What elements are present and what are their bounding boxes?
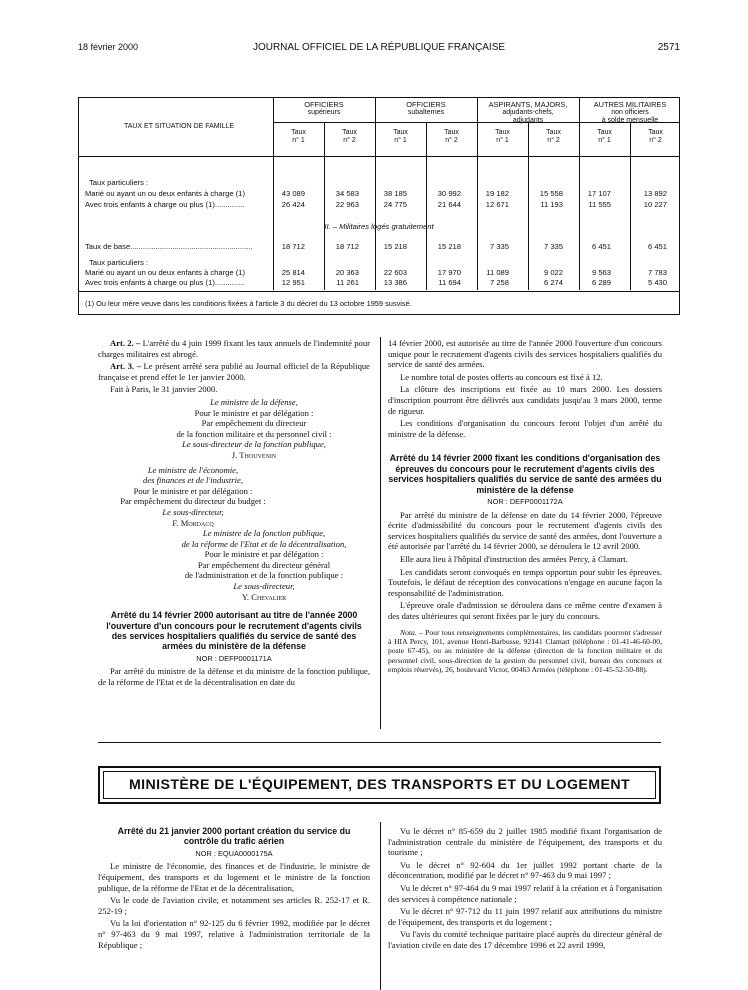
- taux-header: Taux n° 1: [291, 129, 306, 144]
- header-date: 18 février 2000: [78, 42, 139, 52]
- signature-block-fonction-publique: Le ministre de la fonction publique, de la réforme de l'Etat et de la décentralisation, Pour le ministre et par délégation : Par empêchement du directeur général de l'administration et de la fonction publique : Le sous-directeur, Y. Chevalier: [181, 528, 347, 602]
- table-cell: 22 963: [335, 200, 359, 209]
- table-cell: 11 694: [438, 278, 461, 287]
- paragraph: Vu le décret n° 92-604 du 1er juillet 1992 portant charte de la déconcentration, modifié par le décret n° 97-463 du 9 mai 1997 ;: [388, 859, 662, 881]
- column-divider: [380, 822, 381, 990]
- paragraph: Par arrêté du ministre de la défense en date du 14 février 2000, l'épreuve écrite d'admissibilité du concours pour le recrutement d'agents civils des services hospitaliers qualifiés du service de santé des armées, dont l'ouverture a été autorisée par l'arrêté du 14 février 2000, se déroulera le 12 avril 2000.: [388, 509, 662, 552]
- paragraph: Le ministre de l'économie, des finances et de l'industrie, le ministre de l'équipement, des transports et du logement et le ministre de la fonction publique, de la réforme de l'Etat et de la décentralisation,: [98, 861, 370, 893]
- nor-reference: NOR : DEFP0001171A: [196, 653, 272, 663]
- table-cell: 6 289: [591, 278, 611, 287]
- taux-header: Taux n° 2: [648, 129, 663, 144]
- table-cell: 17 970: [437, 268, 461, 277]
- table-cell: 6 451: [591, 242, 611, 251]
- table-cell: 12 671: [485, 200, 509, 209]
- bottom-right-column: [388, 826, 662, 953]
- table-cell: 15 218: [437, 242, 461, 251]
- table-cell: 6 274: [543, 278, 563, 287]
- left-column: [98, 338, 370, 690]
- table-row-label: Taux de base..........................................................: [85, 242, 253, 251]
- table-cell: 11 193: [540, 200, 563, 209]
- article-3: Art. 3. – Le présent arrêté sera publié au Journal officiel de la République française et prend effet le 1er janvier 2000.: [98, 361, 370, 382]
- table-cell: 18 712: [335, 242, 359, 251]
- arrete-title: Arrêté du 14 février 2000 fixant les conditions d'organisation des épreuves du concours pour le recrutement d'agents civils des services hospitaliers qualifiés du service de santé des armées du ministère de la défense: [388, 453, 662, 495]
- taux-header: Taux n° 2: [546, 129, 561, 144]
- table-cell: 7 783: [647, 268, 667, 277]
- paragraph: Les candidats seront convoqués en temps opportun pour subir les épreuves. Toutefois, le défaut de réception des convocations n'engage en aucune façon la responsabilité de l'administration.: [388, 566, 662, 598]
- table-cell: 13 386: [383, 278, 407, 287]
- right-column: [388, 338, 662, 677]
- column-divider: [380, 337, 381, 729]
- table-cell: 18 712: [281, 242, 305, 251]
- taux-header: Taux n° 2: [444, 129, 459, 144]
- paragraph: Vu l'avis du comité technique paritaire placé auprès du directeur général de l'aviation civile en date des 17 décembre 1996 et 22 avril 1999,: [388, 929, 662, 950]
- nor-reference: NOR : DEFP0001172A: [487, 496, 563, 506]
- group-header: ASPIRANTS, MAJORS, adjudants-chefs, adjudants: [488, 100, 568, 124]
- table-row-label: Avec trois enfants à charge ou plus (1)..............: [85, 200, 245, 209]
- table-rule: [79, 291, 679, 292]
- paragraph: Les conditions d'organisation du concours feront l'objet d'un arrêté du ministre de la défense.: [388, 418, 662, 439]
- table-cell: 15 218: [383, 242, 407, 251]
- arrete-title: Arrêté du 14 février 2000 autorisant au titre de l'année 2000 l'ouverture d'un concours pour le recrutement d'agents civils des services hospitaliers qualifiés du service de santé des armées du ministère de la défense: [106, 610, 362, 652]
- group-header: OFFICIERS subalternes: [406, 100, 446, 116]
- row-header: TAUX ET SITUATION DE FAMILLE: [123, 123, 235, 130]
- table-cell: 5 430: [647, 278, 667, 287]
- table-cell: 21 644: [437, 200, 461, 209]
- signature-block-economie: Le ministre de l'économie, des finances et de l'industrie, Pour le ministre et par délégation : Par empêchement du directeur du budget : Le sous-directeur, F. Mordacq: [120, 464, 266, 528]
- table-cell: 34 583: [335, 189, 359, 198]
- paragraph: Le nombre total de postes offerts au concours est fixé à 12.: [400, 371, 603, 382]
- ministry-title: MINISTÈRE DE L'ÉQUIPEMENT, DES TRANSPORTS ET DU LOGEMENT: [103, 771, 656, 799]
- table-cell: 25 814: [281, 268, 305, 277]
- table-cell: 11 261: [336, 278, 359, 287]
- signing-place-date: Fait à Paris, le 31 janvier 2000.: [110, 384, 218, 395]
- table-cell: 13 892: [643, 189, 667, 198]
- paragraph: Vu le décret n° 85-659 du 2 juillet 1985 modifié fixant l'organisation de l'administration centrale du ministère de l'équipement, des transports et du tourisme ;: [388, 826, 662, 858]
- ministry-banner: [98, 766, 661, 804]
- nor-reference: NOR : EQUA0000175A: [195, 848, 273, 858]
- table-cell: 43 089: [281, 189, 305, 198]
- table-footnote: (1) Ou leur mère veuve dans les conditions fixées à l'article 3 du décret du 13 octobre 1959 susvisé.: [85, 299, 412, 308]
- taux-header: Taux n° 1: [597, 129, 612, 144]
- table-cell: 7 335: [489, 242, 509, 251]
- table-cell: 10 227: [643, 200, 667, 209]
- group-header: OFFICIERS supérieurs: [304, 100, 344, 116]
- section-heading: II. – Militaires logés gratuitement: [324, 222, 434, 231]
- paragraph: L'épreuve orale d'admission se déroulera dans ce même centre d'examen à des dates ultérieures qui seront fixées par le jury du concours.: [388, 600, 662, 621]
- nota: Nota. – Pour tous renseignements complémentaires, les candidats pourront s'adresser à HIA Percy, 101, avenue Henri-Barbusse, 92141 Clamart (téléphone : 01-41-46-60-00, poste 67-45), ou au ministère de la défense (direction de la fonction militaire et du personnel civil, sous-direction de la gestion du personnel civil, bureau des concours et emplois réservés), 26, boulevard Victor, 00463 Armées (téléphone : 01-45-52-50-88).: [388, 627, 662, 675]
- journal-title: JOURNAL OFFICIEL DE LA RÉPUBLIQUE FRANÇAISE: [252, 42, 506, 53]
- article-2: Art. 2. – L'arrêté du 4 juin 1999 fixant les taux annuels de l'indemnité pour charges militaires est abrogé.: [98, 338, 370, 359]
- table-cell: 20 363: [335, 268, 359, 277]
- table-cell: 7 335: [543, 242, 563, 251]
- paragraph: Vu la loi d'orientation n° 92-125 du 6 février 1992, modifiée par le décret n° 97-463 du 9 mai 1997, relative à l'administration territoriale de la République ;: [98, 918, 370, 950]
- table-cell: 22 603: [383, 268, 407, 277]
- page-number: 2571: [657, 42, 680, 53]
- table-rule: [79, 156, 679, 157]
- section-rule: [98, 742, 661, 743]
- paragraph: Vu le décret n° 97-712 du 11 juin 1997 relatif aux attributions du ministre de l'équipement, des transports et du logement ;: [388, 906, 662, 927]
- table-cell: 30 992: [437, 189, 461, 198]
- table-cell: 38 185: [383, 189, 407, 198]
- table-subheading: Taux particuliers :: [89, 258, 149, 267]
- paragraph: Vu le code de l'aviation civile, et notamment ses articles R. 252-17 et R. 252-19 ;: [98, 895, 370, 916]
- table-cell: 11 089: [486, 268, 509, 277]
- paragraph: Elle aura lieu à l'hôpital d'instruction des armées Percy, à Clamart.: [400, 553, 628, 564]
- table-cell: 7 258: [489, 278, 509, 287]
- bottom-left-column: [98, 826, 370, 952]
- table-cell: 12 951: [281, 278, 305, 287]
- paragraph: Par arrêté du ministre de la défense et du ministre de la fonction publique, de la réforme de l'Etat et de la décentralisation en date du: [98, 666, 370, 688]
- table-row-label: Avec trois enfants à charge ou plus (1)..............: [85, 278, 245, 287]
- table-cell: 17 107: [587, 189, 611, 198]
- table-cell: 24 775: [383, 200, 407, 209]
- allowance-table: [78, 97, 680, 315]
- group-header: AUTRES MILITAIRES non officiers à solde mensuelle: [593, 100, 667, 124]
- table-cell: 9 022: [543, 268, 563, 277]
- table-subheading: Taux particuliers :: [89, 178, 149, 187]
- paragraph: La clôture des inscriptions est fixée au 10 mars 2000. Les dossiers d'inscription pourront être délivrés aux candidats jusqu'au 3 mars 2000, terme de rigueur.: [388, 384, 662, 416]
- signature-block-defense: Le ministre de la défense, Pour le ministre et par délégation : Par empêchement du directeur de la fonction militaire et du personnel civil : Le sous-directeur de la fonction publique, J. Thouvenin: [176, 396, 332, 460]
- taux-header: Taux n° 1: [393, 129, 408, 144]
- paragraph: 14 février 2000, est autorisée au titre de l'année 2000 l'ouverture d'un concours unique pour le recrutement d'agents civils des services hospitaliers qualifiés du service de santé des armées.: [388, 338, 662, 370]
- taux-header: Taux n° 2: [342, 129, 357, 144]
- table-cell: 19 182: [485, 189, 509, 198]
- taux-header: Taux n° 1: [495, 129, 510, 144]
- table-row-label: Marié ou ayant un ou deux enfants à charge (1): [85, 189, 245, 198]
- table-cell: 26 424: [281, 200, 305, 209]
- table-cell: 9 563: [591, 268, 611, 277]
- arrete-title: Arrêté du 21 janvier 2000 portant création du service du contrôle du trafic aérien: [117, 826, 351, 847]
- paragraph: Vu le décret n° 97-464 du 9 mai 1997 relatif à la création et à l'organisation des services à compétence nationale ;: [388, 882, 662, 904]
- page-header: [78, 42, 680, 56]
- table-cell: 11 555: [588, 200, 611, 209]
- table-cell: 6 451: [647, 242, 667, 251]
- table-cell: 15 558: [539, 189, 563, 198]
- table-row-label: Marié ou ayant un ou deux enfants à charge (1): [85, 268, 245, 277]
